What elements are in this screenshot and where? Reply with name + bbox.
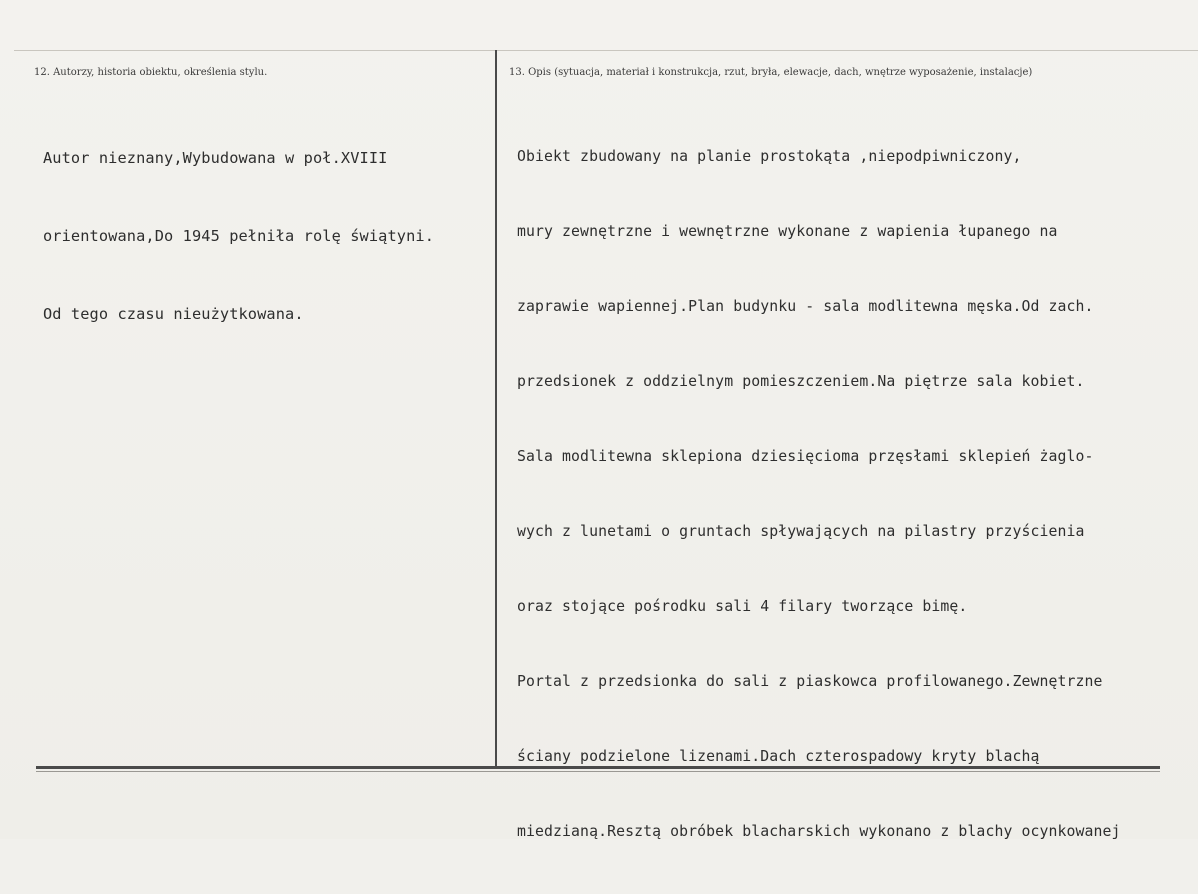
section-12-text — [43, 93, 434, 379]
text-line: ściany podzielone lizenami.Dach czterospadowy kryty blachą — [517, 748, 1040, 765]
section-12-heading: 12. Autorzy, historia obiektu, określenia stylu. — [34, 67, 268, 78]
section-13-text — [517, 94, 1121, 894]
text-line: mury zewnętrzne i wewnętrzne wykonane z wapienia łupanego na — [517, 223, 1058, 240]
section-13-heading: 13. Opis (sytuacja, materiał i konstrukcja, rzut, bryła, elewacje, dach, wnętrze wyposażenie, instalacje) — [509, 67, 1033, 78]
text-line: przedsionek z oddzielnym pomieszczeniem.Na piętrze sala kobiet. — [517, 373, 1085, 390]
text-line: Od tego czasu nieużytkowana. — [43, 305, 304, 323]
top-border-line — [14, 50, 1198, 51]
text-line: Autor nieznany,Wybudowana w poł.XVIII — [43, 149, 388, 167]
bottom-rule-thin — [36, 771, 1160, 772]
text-line: Portal z przedsionka do sali z piaskowca profilowanego.Zewnętrzne — [517, 673, 1103, 690]
text-line: zaprawie wapiennej.Plan budynku - sala modlitewna męska.Od zach. — [517, 298, 1094, 315]
text-line: wych z lunetami o gruntach spływających na pilastry przyścienia — [517, 523, 1085, 540]
text-line: oraz stojące pośrodku sali 4 filary tworzące bimę. — [517, 598, 968, 615]
text-line: miedzianą.Resztą obróbek blacharskich wykonano z blachy ocynkowanej — [517, 823, 1121, 840]
bottom-rule — [36, 766, 1160, 769]
text-line: Obiekt zbudowany na planie prostokąta ,niepodpiwniczony, — [517, 148, 1022, 165]
text-line: Sala modlitewna sklepiona dziesięcioma przęsłami sklepień żaglo- — [517, 448, 1094, 465]
text-line: orientowana,Do 1945 pełniła rolę świątyni. — [43, 227, 434, 245]
column-divider — [495, 50, 497, 768]
